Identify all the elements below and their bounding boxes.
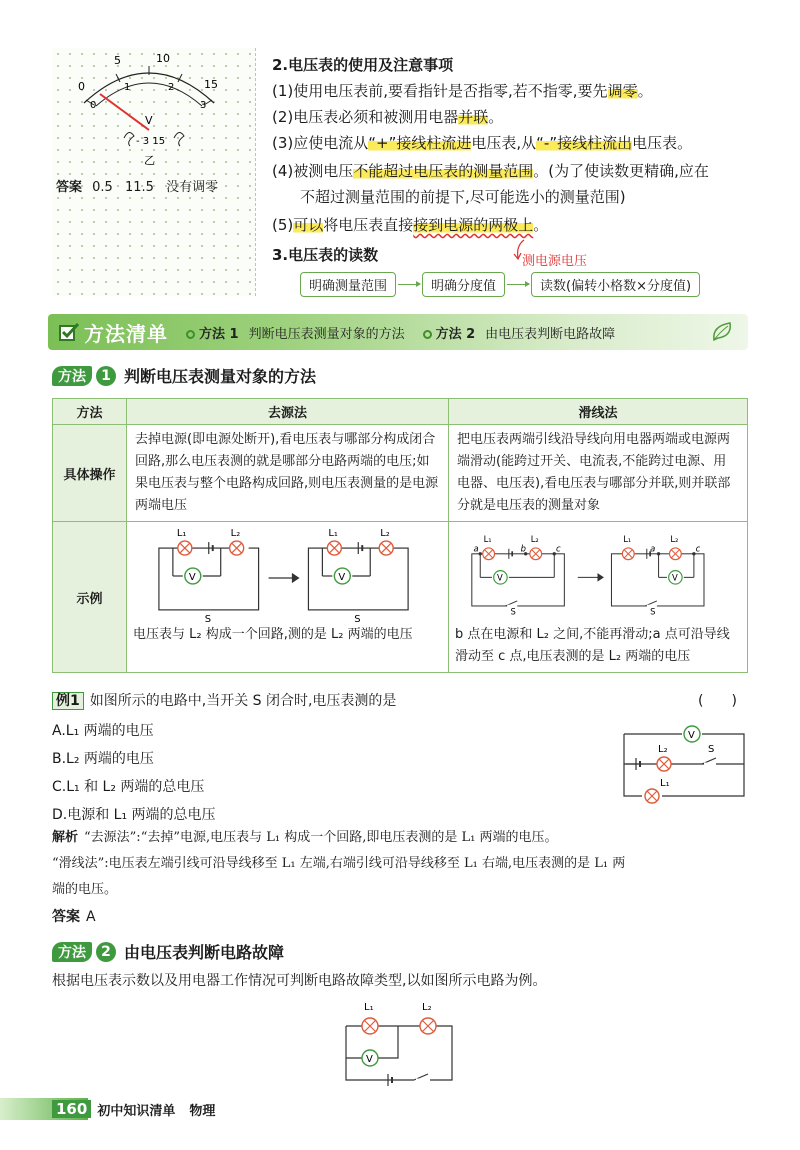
answer-v3: 没有调零 xyxy=(166,180,219,195)
voltmeter-label: V xyxy=(688,730,695,741)
note-line-1: (1)使用电压表前,要看指针是否指零,若不指零,要先调零。 xyxy=(272,82,653,100)
switch-label: S xyxy=(354,613,361,622)
answer-label: 答案 xyxy=(56,180,83,195)
voltmeter-label: V xyxy=(188,571,196,583)
inner-tick-3: 3 xyxy=(200,100,207,111)
example1-question: 例1 如图所示的电路中,当开关 S 闭合时,电压表测的是 xyxy=(52,690,396,710)
switch-label: S xyxy=(510,606,516,617)
note-line-2: (2)电压表必须和被测用电器并联。 xyxy=(272,108,504,126)
banner-method-1: 方法 1 判断电压表测量对象的方法 xyxy=(186,323,405,342)
note-line-4: (4)被测电压不能超过电压表的测量范围。(为了使读数更精确,应在 xyxy=(272,162,709,180)
lamp-l2-label: L₂ xyxy=(670,534,679,545)
method-list-banner xyxy=(48,314,748,350)
lamp-l1-label: L₁ xyxy=(364,1002,374,1013)
lamp-l2-label: L₂ xyxy=(380,528,390,540)
lamp-l2-label: L₂ xyxy=(230,528,241,540)
book-title: 初中知识清单 xyxy=(97,1103,176,1119)
tick-5: 5 xyxy=(114,54,121,67)
lamp-l1-label: L₁ xyxy=(328,528,338,540)
flow-arrow-icon xyxy=(398,284,420,285)
table-header-slide-wire: 滑线法 xyxy=(449,399,748,425)
inner-tick-2: 2 xyxy=(168,82,175,93)
flow-step-3: 读数(偏转小格数×分度值) xyxy=(531,272,700,297)
remove-source-caption: 电压表与 L₂ 构成一个回路,测的是 L₂ 两端的电压 xyxy=(133,627,413,642)
lamp-l2-label: L₂ xyxy=(530,534,539,545)
meter-terminals: - 3 15 xyxy=(136,136,166,147)
lamp-l2-label: L₂ xyxy=(658,744,668,755)
note-line-3: (3)应使电流从“+”接线柱流进电压表,从“-”接线柱流出电压表。 xyxy=(272,134,693,152)
analysis-line-1: 解析 “去源法”:“去掉”电源,电压表与 L₁ 构成一个回路,即电压表测的是 L₁ 两端的电压。 xyxy=(52,830,558,845)
switch-label: S xyxy=(650,606,656,617)
voltmeter-label: V xyxy=(338,571,346,583)
top-answer xyxy=(56,176,226,195)
cell-slide-wire-operation: 把电压表两端引线沿导线向用电器两端或电源两端滑动(能跨过开关、电流表,不能跨过电源、用电器、电压表),看电压表与哪部分并联,则并联部分就是电压表的测量对象 xyxy=(449,425,748,522)
flow-arrow-icon xyxy=(507,284,529,285)
lamp-l1-label: L₁ xyxy=(623,534,632,545)
voltmeter-dial-figure xyxy=(64,48,234,173)
flow-step-1: 明确测量范围 xyxy=(300,272,396,297)
option-b: B.L₂ 两端的电压 xyxy=(52,751,154,767)
section3-title: 3.电压表的读数 xyxy=(272,246,379,264)
lamp-l2-label: L₂ xyxy=(422,1002,432,1013)
answer-paren: ( ) xyxy=(698,693,737,709)
checkbox-icon xyxy=(58,321,80,343)
note-measure-source: 测电源电压 xyxy=(522,254,588,269)
inner-tick-1: 1 xyxy=(124,82,131,93)
slide-wire-caption: b 点在电源和 L₂ 之间,不能再滑动;a 点可沿导线滑动至 c 点,电压表测的是 L₂ 两端的电压 xyxy=(455,627,730,664)
point-a-label: a xyxy=(650,543,656,554)
option-d: D.电源和 L₁ 两端的总电压 xyxy=(52,807,216,823)
table-header-remove-source: 去源法 xyxy=(127,399,449,425)
table-header-method: 方法 xyxy=(53,399,127,425)
cell-remove-source-example xyxy=(127,522,449,673)
leaf-icon xyxy=(710,320,734,344)
point-c-label: c xyxy=(555,543,561,554)
switch-label: S xyxy=(708,744,715,755)
page-footer xyxy=(0,1098,300,1120)
section2-title: 2.电压表的使用及注意事项 xyxy=(272,56,454,74)
meter-label: 乙 xyxy=(144,154,155,167)
point-a-label: a xyxy=(473,543,479,554)
inner-tick-0: 0 xyxy=(90,100,97,111)
row-header-operation: 具体操作 xyxy=(53,425,127,522)
bullet-icon xyxy=(423,330,432,339)
tick-10: 10 xyxy=(156,52,170,65)
circuit-slide-wire xyxy=(455,526,741,622)
meter-unit: V xyxy=(145,114,153,127)
bullet-icon xyxy=(186,330,195,339)
banner-title: 方法清单 xyxy=(84,321,168,346)
page-number: 160 xyxy=(52,1100,91,1118)
lamp-l1-label: L₁ xyxy=(483,534,492,545)
method2-circuit xyxy=(338,996,458,1088)
analysis-line-2: “滑线法”:电压表左端引线可沿导线移至 L₁ 左端,右端引线可沿导线移至 L₁ 右端,电压表测的是 L₁ 两 xyxy=(52,856,626,871)
analysis-line-3: 端的电压。 xyxy=(52,882,118,897)
banner-method-2: 方法 2 由电压表判断电路故障 xyxy=(423,323,616,342)
note-line-5: (5)可以将电压表直接接到电源的两极上。 xyxy=(272,216,549,234)
method2-paragraph: 根据电压表示数以及用电器工作情况可判断电路故障类型,以如图所示电路为例。 xyxy=(52,973,547,989)
answer-v1: 0.5 xyxy=(92,180,113,195)
lamp-l1-label: L₁ xyxy=(660,778,670,789)
voltmeter-label: V xyxy=(497,572,503,583)
tick-15: 15 xyxy=(204,78,218,91)
row-header-example: 示例 xyxy=(53,522,127,673)
lamp-l1-label: L₁ xyxy=(176,528,187,540)
switch-label: S xyxy=(204,613,212,622)
cell-slide-wire-example xyxy=(449,522,748,673)
tick-0: 0 xyxy=(78,80,85,93)
circuit-remove-source xyxy=(133,526,442,622)
example1-circuit xyxy=(612,716,752,816)
voltmeter-label: V xyxy=(366,1054,373,1065)
option-a: A.L₁ 两端的电压 xyxy=(52,723,154,739)
method1-heading: 方法 1 判断电压表测量对象的方法 xyxy=(52,364,316,387)
flow-step-2: 明确分度值 xyxy=(422,272,505,297)
option-c: C.L₁ 和 L₂ 两端的总电压 xyxy=(52,779,205,795)
voltmeter-label: V xyxy=(672,572,678,583)
answer-v2: 11.5 xyxy=(124,180,154,195)
note-line-4b: 不超过测量范围的前提下,尽可能选小的测量范围) xyxy=(300,188,626,206)
cell-remove-source-operation: 去掉电源(即电源处断开),看电压表与哪部分构成闭合回路,那么电压表测的就是哪部分电路两端的电压;如果电压表与整个电路构成回路,则电压表测量的是电源两端电压 xyxy=(127,425,449,522)
subject: 物理 xyxy=(189,1103,216,1119)
method-table xyxy=(52,398,748,673)
reading-flow xyxy=(300,272,700,297)
method2-heading: 方法 2 由电压表判断电路故障 xyxy=(52,940,284,963)
point-b-label: b xyxy=(520,543,526,554)
point-c-label: c xyxy=(695,543,701,554)
example1-answer: 答案 A xyxy=(52,909,96,925)
